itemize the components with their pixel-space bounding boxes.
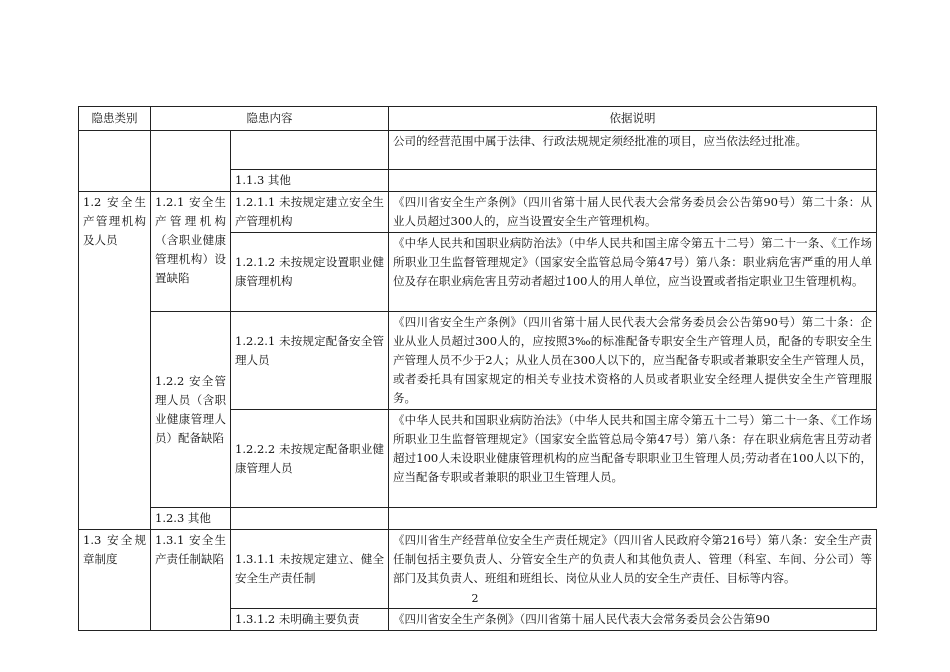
table-row bbox=[79, 508, 877, 530]
item-1-2-1-2: 1.2.1.2 未按规定设置职业健康管理机构 bbox=[231, 233, 389, 312]
header-basis: 依据说明 bbox=[389, 107, 877, 131]
subcategory-1-2-2: 1.2.2 安全管理人员（含职业健康管理人员）配备缺陷 bbox=[151, 312, 231, 508]
item-cell-continued bbox=[231, 131, 389, 170]
page-number: 2 bbox=[471, 592, 479, 605]
table-row bbox=[79, 131, 877, 170]
basis-cell-empty bbox=[389, 170, 877, 192]
basis-1-2-2-2: 《中华人民共和国职业病防治法》（中华人民共和国主席令第五十二号）第二十一条、《工作场所职业卫生监督管理规定》（国家安全监管总局令第47号）第八条：存在职业病危害且劳动者超过100人未设职业健康管理机构的应当配备专职职业卫生管理人员;劳动者在100人以下的，应当配备专职或者兼职的职业卫生管理人员。 bbox=[389, 410, 877, 508]
item-1-2-2-1: 1.2.2.1 未按规定配备安全管理人员 bbox=[231, 312, 389, 410]
table-header-row bbox=[79, 107, 877, 131]
header-category: 隐患类别 bbox=[79, 107, 151, 131]
item-1-3-1-2: 1.3.1.2 未明确主要负责 bbox=[231, 609, 389, 631]
category-1-3: 1.3 安全规章制度 bbox=[79, 530, 151, 631]
subcategory-1-2-1: 1.2.1 安全生产管理机构（含职业健康管理机构）设置缺陷 bbox=[151, 192, 231, 312]
basis-1-2-1-2: 《中华人民共和国职业病防治法》（中华人民共和国主席令第五十二号）第二十一条、《工作场所职业卫生监督管理规定》（国家安全监管总局令第47号）第八条：职业病危害严重的用人单位及存在职业病危害且劳动者超过100人的用人单位，应当设置或者指定职业卫生管理机构。 bbox=[389, 233, 877, 312]
item-1-2-2-2: 1.2.2.2 未按规定配备职业健康管理人员 bbox=[231, 410, 389, 508]
table-row bbox=[79, 312, 877, 410]
basis-1-3-1-1: 《四川省生产经营单位安全生产责任规定》（四川省人民政府令第216号）第八条：安全生产责任制包括主要负责人、分管安全生产的负责人和其他负责人、管理（科室、车间、分公司）等部门及其负责人、班组和班组长、岗位从业人员的安全生产责任、目标等内容。 bbox=[389, 530, 877, 609]
subcategory-other-1-1-3: 1.1.3 其他 bbox=[231, 170, 389, 192]
basis-1-2-1-1: 《四川省安全生产条例》（四川省第十届人民代表大会常务委员会公告第90号）第二十条：从业人员超过300人的，应当设置安全生产管理机构。 bbox=[389, 192, 877, 233]
table-row bbox=[79, 192, 877, 233]
item-1-2-1-1: 1.2.1.1 未按规定建立安全生产管理机构 bbox=[231, 192, 389, 233]
category-1-2: 1.2 安全生产管理机构及人员 bbox=[79, 192, 151, 530]
subcategory-1-3-1: 1.3.1 安全生产责任制缺陷 bbox=[151, 530, 231, 631]
basis-1-3-1-2: 《四川省安全生产条例》（四川省第十届人民代表大会常务委员会公告第90 bbox=[389, 609, 877, 631]
basis-cell: 公司的经营范围中属于法律、行政法规规定须经批准的项目，应当依法经过批准。 bbox=[389, 131, 877, 170]
subcategory-cell-continued bbox=[151, 131, 231, 192]
category-cell-continued bbox=[79, 131, 151, 192]
item-1-3-1-1: 1.3.1.1 未按规定建立、健全安全生产责任制 bbox=[231, 530, 389, 609]
hazard-table bbox=[78, 106, 877, 631]
header-content: 隐患内容 bbox=[151, 107, 389, 131]
subcategory-other-1-2-3: 1.2.3 其他 bbox=[151, 508, 231, 530]
basis-1-2-2-1: 《四川省安全生产条例》（四川省第十届人民代表大会常务委员会公告第90号）第二十条：企业从业人员超过300人的，应按照3‰的标准配备专职安全生产管理人员，配备的专职安全生产管理人员不少于2人；从业人员在300人以下的，应当配备专职或者兼职安全生产管理人员，或者委托具有国家规定的相关专业技术资格的人员或者职业安全经理人提供安全生产管理服务。 bbox=[389, 312, 877, 410]
basis-cell-empty bbox=[231, 508, 389, 530]
